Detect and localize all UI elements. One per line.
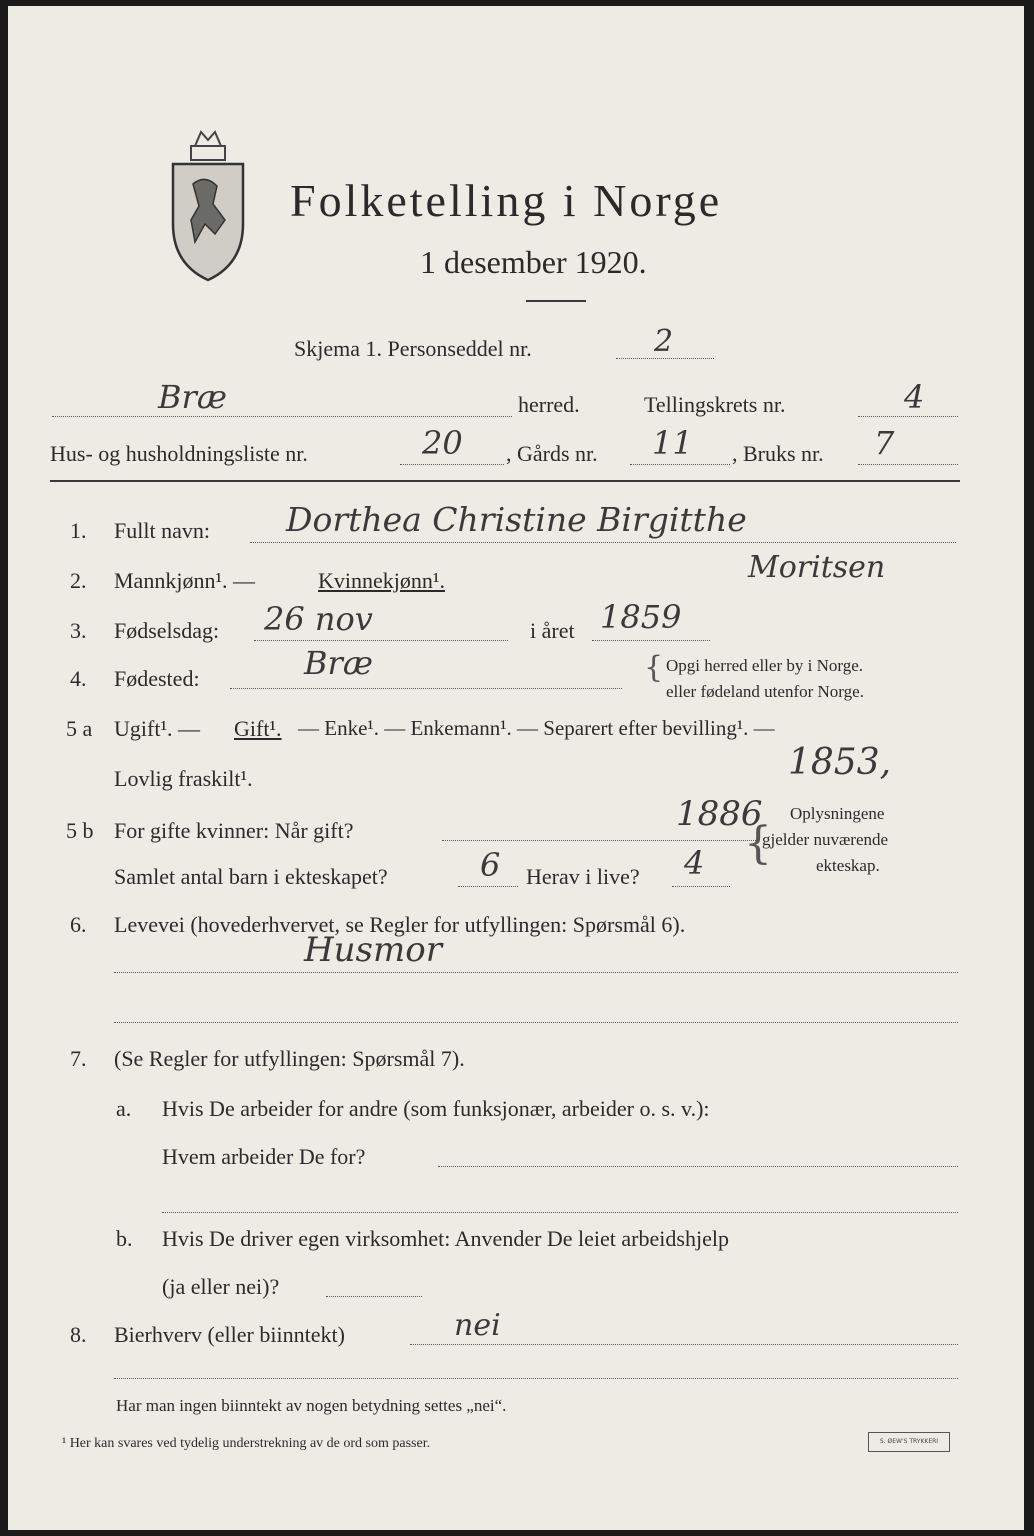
header-separator — [50, 480, 960, 482]
q7a-line1 — [438, 1166, 958, 1167]
gards-label: , Gårds nr. — [506, 441, 598, 466]
q3-year-line — [592, 640, 710, 641]
q1-value: Dorthea Christine Birgitthe — [286, 500, 747, 539]
q1-number: 1. — [70, 518, 87, 543]
q7b-line — [326, 1296, 422, 1297]
q7a-number: a. — [116, 1096, 132, 1121]
coat-of-arms-icon — [165, 124, 251, 284]
q7a-label: Hvis De arbeider for andre (som funksjonær, arbeider o. s. v.): — [162, 1096, 710, 1121]
schema-label: Skjema 1. Personseddel nr. — [294, 336, 532, 361]
q7-label: (Se Regler for utfyllingen: Spørsmål 7). — [114, 1046, 465, 1071]
printer-stamp-text: S. ØEW'S TRYKKERI — [879, 1438, 939, 1445]
census-date: 1 desember 1920. — [420, 244, 647, 280]
tellingskrets-label: Tellingskrets nr. — [644, 392, 786, 417]
title-divider — [526, 300, 586, 302]
schema-number-value: 2 — [654, 324, 674, 359]
q4-note-line2: eller fødeland utenfor Norge. — [666, 682, 864, 701]
tellingskrets-line — [858, 416, 958, 417]
q4-label: Fødested: — [114, 666, 200, 691]
tellingskrets-value: 4 — [904, 378, 925, 416]
q4-brace: { — [644, 650, 664, 685]
q5a-number: 5 a — [66, 716, 93, 741]
q5b-alive-line — [672, 886, 730, 887]
q5b-alive-value: 4 — [684, 844, 705, 882]
q5b-label: For gifte kvinner: Når gift? — [114, 818, 354, 843]
q4-note-line1: Opgi herred eller by i Norge. — [666, 656, 864, 675]
q3-year-value: 1859 — [600, 598, 682, 636]
q5a-fraskilt-option: Lovlig fraskilt¹. — [114, 766, 253, 791]
q6-value: Husmor — [304, 930, 442, 970]
q1-label: Fullt navn: — [114, 518, 210, 543]
q2-male-option: Mannkjønn¹. — — [114, 568, 256, 593]
q3-value: 26 nov — [264, 600, 373, 638]
q7b-label: Hvis De driver egen virksomhet: Anvender De leiet arbeidshjelp — [162, 1226, 729, 1251]
q7a-line2 — [162, 1212, 958, 1213]
q5b-value: 1886 — [676, 794, 763, 834]
q2-female-option: Kvinnekjønn¹. — [318, 568, 445, 593]
q5b-line — [442, 840, 758, 841]
q4-value: Bræ — [304, 644, 373, 682]
q1-value-cont: Moritsen — [748, 550, 886, 585]
husholdningsliste-line — [400, 464, 504, 465]
q6-label: Levevei (hovederhvervet, se Regler for utfyllingen: Spørsmål 6). — [114, 912, 686, 937]
q7b-question: (ja eller nei)? — [162, 1274, 280, 1299]
printer-stamp — [868, 1432, 950, 1452]
q5b-number: 5 b — [66, 818, 94, 843]
census-form — [8, 6, 1024, 1530]
q4-line — [230, 688, 622, 689]
q7-number: 7. — [70, 1046, 87, 1071]
q8-label: Bierhverv (eller biinntekt) — [114, 1322, 345, 1347]
q2-number: 2. — [70, 568, 87, 593]
q5b-children-line — [458, 886, 518, 887]
q6-line2 — [114, 1022, 958, 1023]
herred-line — [52, 416, 512, 417]
q7b-number: b. — [116, 1226, 133, 1251]
q3-year-label: i året — [530, 618, 575, 643]
footnote-note: Har man ingen biinntekt av nogen betydning settes „nei“. — [116, 1396, 507, 1415]
q8-line — [410, 1344, 958, 1345]
q5a-handwritten-note: 1853, — [788, 742, 892, 783]
q5b-note-line2: gjelder nuværende — [762, 830, 889, 849]
q1-line — [250, 542, 956, 543]
q3-number: 3. — [70, 618, 87, 643]
herred-value: Bræ — [158, 378, 227, 416]
gards-value: 11 — [652, 424, 693, 462]
q5b-alive-label: Herav i live? — [526, 864, 640, 889]
q6-line1 — [114, 972, 958, 973]
bruks-label: , Bruks nr. — [732, 441, 824, 466]
q8-value: nei — [454, 1308, 501, 1343]
herred-label: herred. — [518, 392, 580, 417]
q5a-other-options: — Enke¹. — Enkemann¹. — Separert efter bevilling¹. — — [298, 716, 775, 740]
q5a-gift-option: Gift¹. — [234, 716, 282, 741]
bruks-line — [858, 464, 958, 465]
q8-number: 8. — [70, 1322, 87, 1347]
form-title: Folketelling i Norge — [290, 175, 723, 226]
q5b-children-value: 6 — [480, 846, 501, 884]
q3-line — [254, 640, 508, 641]
q8-line2 — [114, 1378, 958, 1379]
q5a-ugift-option: Ugift¹. — — [114, 716, 201, 741]
husholdningsliste-value: 20 — [422, 424, 463, 462]
footnote: ¹ Her kan svares ved tydelig understrekning av de ord som passer. — [62, 1436, 431, 1451]
gards-line — [630, 464, 730, 465]
q3-label: Fødselsdag: — [114, 618, 220, 643]
q6-number: 6. — [70, 912, 87, 937]
husholdningsliste-label: Hus- og husholdningsliste nr. — [50, 441, 308, 466]
q7a-question: Hvem arbeider De for? — [162, 1144, 366, 1169]
q4-number: 4. — [70, 666, 87, 691]
q5b-note-line1: Oplysningene — [790, 804, 885, 823]
q5b-brace: { — [744, 818, 772, 869]
bruks-value: 7 — [874, 424, 895, 462]
q5b-children-label: Samlet antal barn i ekteskapet? — [114, 864, 388, 889]
q5b-note-line3: ekteskap. — [816, 856, 880, 875]
